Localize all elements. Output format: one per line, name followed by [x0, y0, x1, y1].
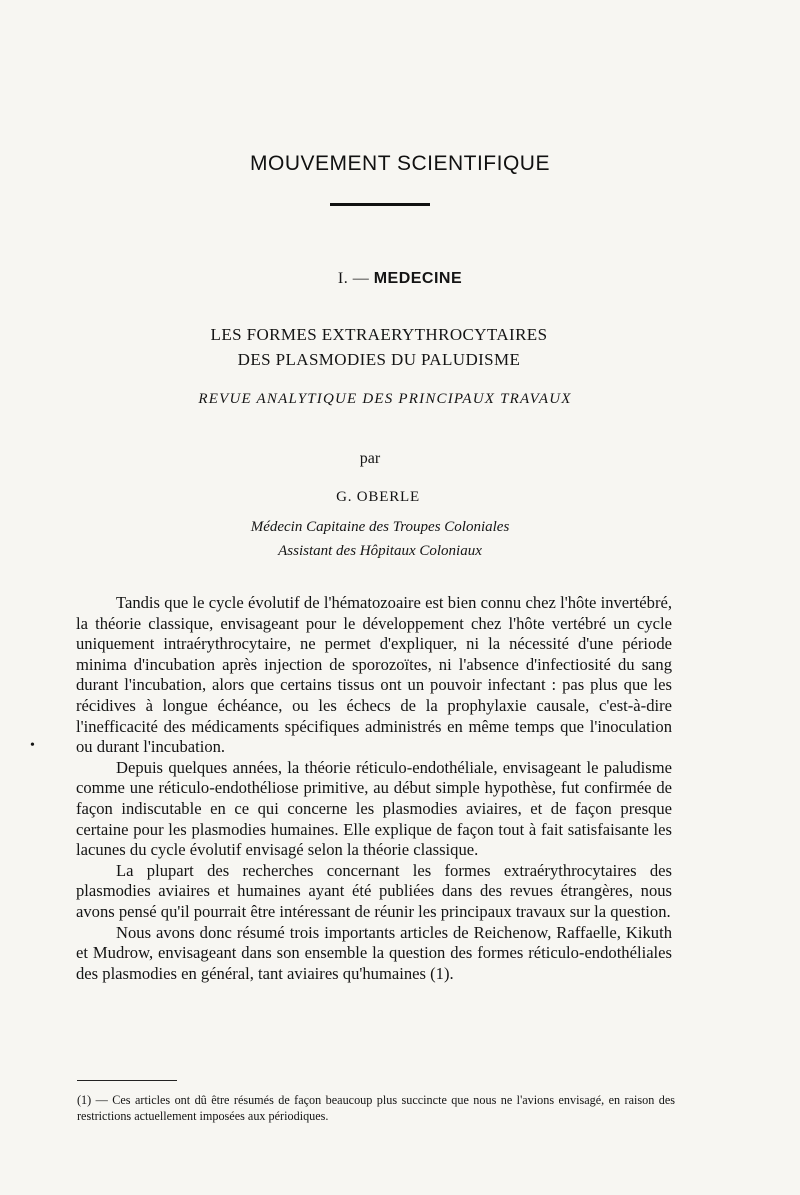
footnote [77, 1092, 675, 1124]
body-paragraph: La plupart des recherches concernant les formes extraérythrocytaires des plasmodies aviaires et humaines ayant été publiées dans des revues étrangères, nous avons pensé qu'il pourrait être intéressant de réunir les principaux travaux sur la question. [76, 860, 672, 921]
author-affiliation-line2: Assistant des Hôpitaux Coloniaux [278, 543, 482, 559]
body-paragraph: Nous avons donc résumé trois importants articles de Reichenow, Raffaelle, Kikuth et Mudrow, envisageant dans son ensemble la question des formes réticulo-endothéliales des plasmodies en général, tant aviaires qu'humaines (1). [76, 922, 672, 983]
article-subtitle: REVUE ANALYTIQUE DES PRINCIPAUX TRAVAUX [198, 391, 572, 407]
body-paragraph: Depuis quelques années, la théorie réticulo-endothéliale, envisageant le paludisme comme une réticulo-endothéliose primitive, au début simple hypothèse, fut confirmée de façon indiscutable en ce qui concerne les plasmodies aviaires, et de façon presque certaine pour les plasmodies humaines. Elle explique de façon tout à fait satisfaisante les lacunes du cycle évolutif envisagé selon la théorie classique. [76, 757, 672, 860]
title-rule [330, 203, 430, 206]
body-paragraph: Tandis que le cycle évolutif de l'hématozoaire est bien connu chez l'hôte invertébré, la théorie classique, envisageant pour le développement chez l'hôte vertébré un cycle uniquement intraérythrocytaire, ne permet d'expliquer, ni la nécessité d'une période minima d'incubation après injection de sporozoïtes, ni l'absence d'infectiosité du sang durant l'incubation, alors que certains tissus ont un pouvoir infectant : pas plus que les récidives à longue échéance, ou les échecs de la prophylaxie causale, c'est-à-dire l'inefficacité des médicaments spécifiques administrés en même temps que l'inoculation ou durant l'incubation. [76, 593, 672, 757]
article-body [76, 593, 672, 984]
footnote-text: Ces articles ont dû être résumés de façon beaucoup plus succincte que nous ne l'avions envisagé, en raison des restrictions actuellement imposées aux périodiques. [77, 1093, 675, 1123]
footnote-marker: (1) — [77, 1093, 108, 1107]
footnote-rule [77, 1080, 177, 1081]
subsection-heading [0, 270, 800, 288]
subsection-number: I. — [337, 270, 370, 287]
byline-par: par [359, 450, 381, 467]
author-name: G. OBERLE [336, 489, 420, 505]
author-affiliation-line1: Médecin Capitaine des Troupes Coloniales [250, 519, 510, 535]
article-title-line2: DES PLASMODIES DU PALUDISME [237, 350, 521, 369]
margin-bullet: • [30, 738, 35, 753]
section-title: MOUVEMENT SCIENTIFIQUE [250, 152, 550, 175]
subsection-name: MEDECINE [373, 270, 463, 287]
article-title-line1: LES FORMES EXTRAERYTHROCYTAIRES [210, 325, 548, 344]
